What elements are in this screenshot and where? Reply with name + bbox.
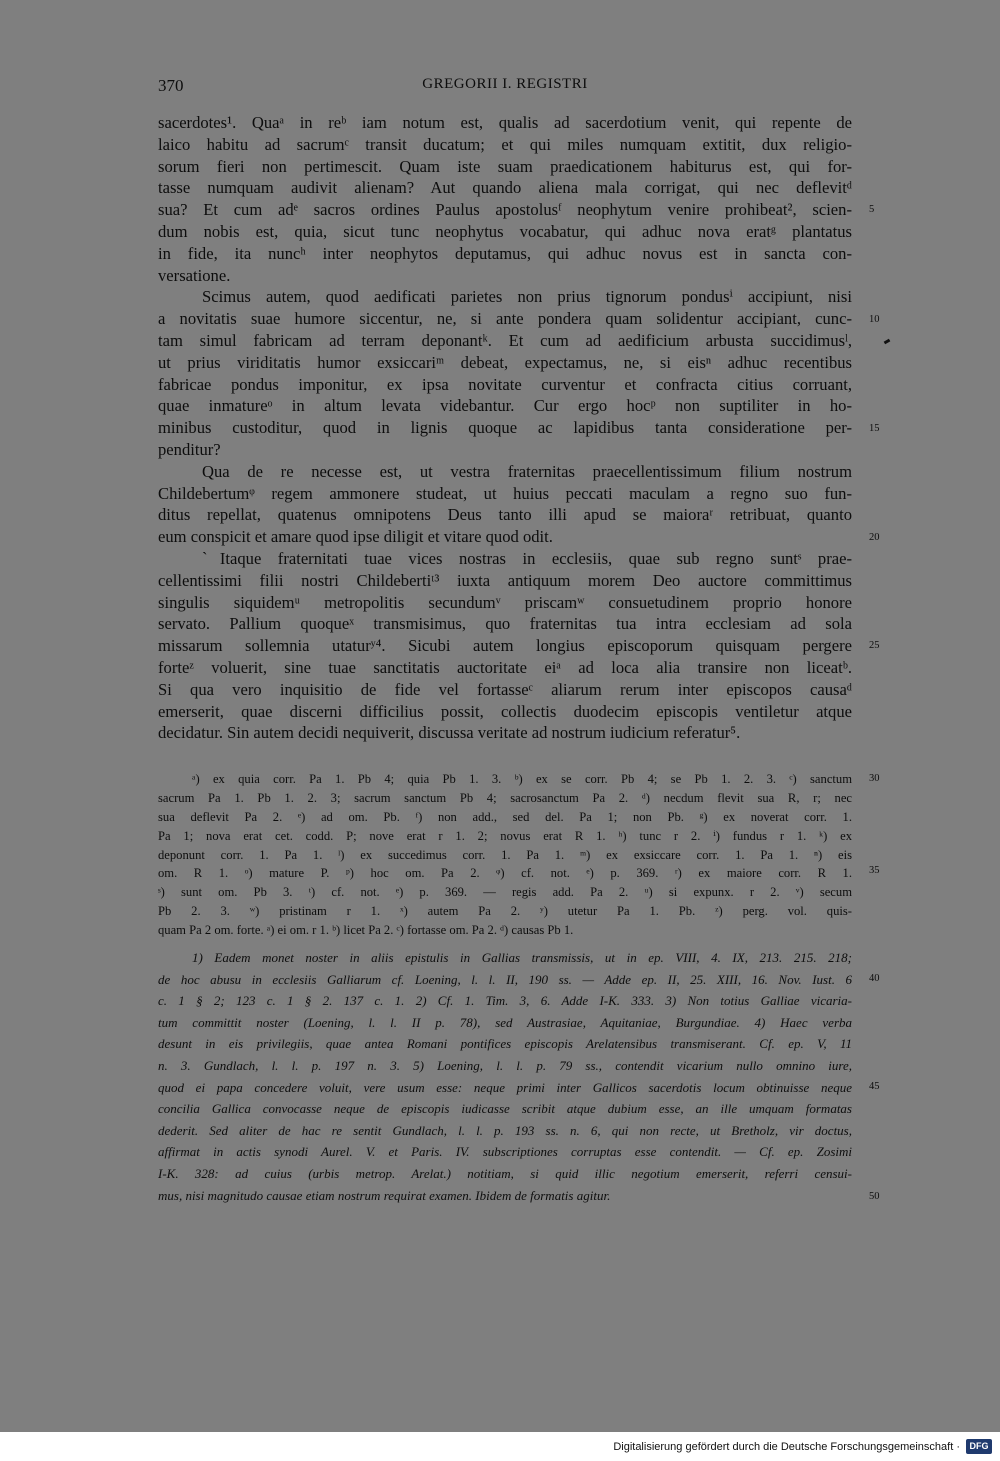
- footnote-line: c. 1 § 2; 123 c. 1 § 2. 137 c. 1. 2) Cf. 1. Tim. 3, 6. Adde I-K. 333. 3) Non totius Galliae vicaria-: [158, 993, 852, 1009]
- text-line: Qua de re necesse est, ut vestra fraternitas praecellentissimum filium nostrum: [202, 461, 852, 481]
- apparatus-line: Pb 2. 3. ʷ) pristinam r 1. ˣ) autem Pa 2. ʸ) utetur Pa 1. Pb. ᶻ) perg. vol. quis-: [158, 904, 852, 919]
- footnote-line: dederit. Sed aliter de hac re sentit Gundlach, l. l. p. 193 ss. n. 6, qui non recte, ut Bretholz, vir doctus,: [158, 1122, 852, 1138]
- digitization-footer: [0, 1432, 1000, 1461]
- apparatus-line: sacrum Pa 1. Pb 1. 2. 3; sacrum sanctum Pb 4; sacrosanctum Pa 2. ᵈ) necdum flevit sua R, r; nec: [158, 790, 852, 805]
- text-line: ut prius viriditatis humor exsiccariᵐ debeat, expectamus, ne, si eisⁿ adhuc recentibus: [158, 352, 852, 372]
- line-number: 20: [869, 532, 880, 543]
- text-line: eum conspicit et amare quod ipse diligit et vitare quod odit.: [158, 527, 553, 547]
- text-line: forteᶻ voluerit, sine tuae sanctitatis auctoritate eiᵃ ad loca alia transire non liceatᵇ.: [158, 657, 852, 677]
- footnote-line: I-K. 328: ad cuius (urbis metrop. Arelat.) notitiam, si quid illic negotium emerserit, referri censui-: [158, 1165, 852, 1181]
- body-text: [158, 112, 852, 744]
- text-line: in fide, ita nuncʰ inter neophytos deputamus, qui adhuc novus est in sancta con-: [158, 243, 852, 263]
- text-line: missarum sollemnia utaturʸ⁴. Sicubi autem longius episcoporum quisquam pergere: [158, 636, 852, 656]
- text-line: laico habitu ad sacrumᶜ transit ducatum; et qui miles numquam extitit, dux religio-: [158, 134, 852, 154]
- text-line: fabricae pondus imponitur, ex ipsa novitate curventur et confracta citius corruant,: [158, 374, 852, 394]
- text-line: dum nobis est, quia, sicut tunc neophytus vocabatur, qui adhuc nova eratᵍ plantatus: [158, 221, 852, 241]
- footnote-line: de hoc abusu in ecclesiis Galliarum cf. Loening, l. l. II, 190 ss. — Adde ep. II, 25. XIII, 16. Nov. Iust. 6: [158, 971, 852, 987]
- apparatus-line: quam Pa 2 om. forte. ᵃ) ei om. r 1. ᵇ) licet Pa 2. ᶜ) fortasse om. Pa 2. ᵈ) causas Pb 1.: [158, 923, 574, 938]
- text-line: sua? Et cum adᵉ sacros ordines Paulus apostolusᶠ neophytum venire prohibeat², scien-: [158, 200, 852, 220]
- apparatus-line: ˢ) sunt om. Pb 3. ᵗ) cf. not. ᵉ) p. 369. — regis add. Pa 2. ᵘ) si expunx. r 2. ᵛ) secum: [158, 885, 852, 900]
- margin-mark: [884, 339, 891, 345]
- text-line: versatione.: [158, 265, 231, 285]
- footnote-line: n. 3. Gundlach, l. l. p. 197 n. 3. 5) Loening, l. l. p. 79 ss., contendit vicarium nullo omnino iure,: [158, 1057, 852, 1073]
- apparatus-line: deponunt corr. 1. Pa 1. ˡ) ex succedimus corr. 1. Pa 1. ᵐ) ex exsiccare corr. 1. Pa 1. ⁿ) eis: [158, 847, 852, 862]
- line-number: 40: [869, 973, 880, 984]
- footnote-line: mus, nisi magnitudo causae etiam nostrum requirat examen. Ibidem de formatis agitur.: [158, 1187, 611, 1203]
- text-line: sorum fieri non pertimescit. Quam iste suam praedicationem habiturus est, qui for-: [158, 156, 852, 176]
- text-line: minibus custoditur, quod in lignis quoque ac lapidibus tanta consideratione per-: [158, 418, 852, 438]
- running-head: [158, 76, 852, 98]
- text-line: sacerdotes¹. Quaᵃ in reᵇ iam notum est, qualis ad sacerdotium venit, qui repente de: [158, 113, 852, 132]
- critical-apparatus: [158, 770, 852, 940]
- apparatus-line: om. R 1. ᵒ) mature P. ᵖ) hoc om. Pa 2. ᵠ) cf. not. ᵉ) p. 369. ʳ) ex maiore corr. R 1.: [158, 866, 852, 881]
- line-number: 35: [869, 865, 880, 876]
- apparatus-line: sua deflevit Pa 2. ᵉ) ad om. Pb. ᶠ) non add., sed del. Pa 1; non Pb. ᵍ) ex noverat corr. 1.: [158, 809, 852, 824]
- line-number: 5: [869, 204, 875, 215]
- text-line: emerserit, quae discerni difficilius possit, collectis duodecim episcopis ventiletur atque: [158, 701, 852, 721]
- text-line: ˋItaque fraternitati tuae vices nostras in ecclesiis, quae sub regno suntˢ prae-: [202, 548, 852, 568]
- text-line: Scimus autem, quod aedificati parietes non prius tignorum pondusⁱ accipiunt, nisi: [202, 287, 852, 307]
- text-line: servato. Pallium quoqueˣ transmisimus, quo fraternitas tua intra ecclesiam ad sola: [158, 614, 852, 634]
- text-line: quae inmatureᵒ in altum levata videbantur. Cur ergo hocᵖ non suptiliter in ho-: [158, 396, 852, 416]
- footnote-line: desunt in eis privilegiis, quae antea Romani pontifices episcopis Arelatensibus transmiserant. Cf. ep. V, 11: [158, 1036, 852, 1052]
- text-line: a novitatis suae humore siccentur, ne, si ante pondera quam solidentur accipiant, cunc-: [158, 309, 852, 329]
- footnote-line: 1) Eadem monet noster in aliis epistulis in Gallias transmissis, ut in ep. VIII, 4. IX, 213. 215. 218;: [192, 950, 852, 965]
- text-line: cellentissimi filii nostri Childebertiᵗ³ iuxta antiquum morem Deo auctore committimus: [158, 570, 852, 590]
- footnote-line: quod ei papa concedere voluit, vere usum esse: neque primi inter Gallicos sacerdotis locum obtinuisse neque: [158, 1079, 852, 1095]
- footnotes: [158, 947, 852, 1206]
- apparatus-line: ᵃ) ex quia corr. Pa 1. Pb 4; quia Pb 1. 3. ᵇ) ex se corr. Pb 4; se Pb 1. 2. 3. ᶜ) sanctum: [192, 772, 852, 786]
- line-number: 15: [869, 423, 880, 434]
- dfg-logo: DFG: [966, 1439, 992, 1454]
- text-line: tasse numquam audivit alienam? Aut quando aliena mala corrigat, qui nec deflevitᵈ: [158, 178, 852, 198]
- footnote-line: affirmat in actis synodi Aurel. V. et Paris. IV. subscriptiones corruptas esse contendit. — Cf. ep. Zosimi: [158, 1144, 852, 1160]
- text-line: singulis siquidemᵘ metropolitis secundumᵛ priscamʷ consuetudinem proprio honore: [158, 592, 852, 612]
- line-number: 30: [869, 773, 880, 784]
- line-number: 45: [869, 1081, 880, 1092]
- text-line: Si qua vero inquisitio de fide vel fortasseᶜ aliarum rerum inter episcopos causaᵈ: [158, 679, 852, 699]
- text-line: tam simul fabricam ad terram deponantᵏ. Et cum ad aedificium arbusta succidimusˡ,: [158, 330, 852, 350]
- line-number: 50: [869, 1191, 880, 1202]
- funding-notice: Digitalisierung gefördert durch die Deutsche Forschungsgemeinschaft ·: [613, 1441, 960, 1453]
- line-number: 25: [869, 640, 880, 651]
- page-number: 370: [158, 76, 184, 95]
- footnote-line: tum committit noster (Loening, l. l. II p. 78), sed Austrasiae, Aquitaniae, Burgundiae. 4) Haec verba: [158, 1014, 852, 1030]
- line-number: 10: [869, 314, 880, 325]
- text-line: penditur?: [158, 439, 221, 459]
- apparatus-line: Pa 1; nova erat cet. codd. P; nove erat r 1. 2; novus erat R 1. ʰ) tunc r 2. ⁱ) fundus r 1. ᵏ) ex: [158, 828, 852, 843]
- footnote-line: concilia Gallica convocasse neque de episcopis iudicasse scribit atque dubium esse, an ille umquam formatas: [158, 1101, 852, 1117]
- text-line: ditus repellat, quatenus omnipotens Deus tanto illi apud se maioraʳ retribuat, quanto: [158, 505, 852, 525]
- running-title: GREGORII I. REGISTRI: [422, 76, 588, 92]
- text-line: decidatur. Sin autem decidi nequiverit, discussa veritate ad nostrum iudicium referatur⁵.: [158, 723, 741, 743]
- text-line: Childebertumᵠ regem ammonere studeat, ut huius peccati maculam a regno suo fun-: [158, 483, 852, 503]
